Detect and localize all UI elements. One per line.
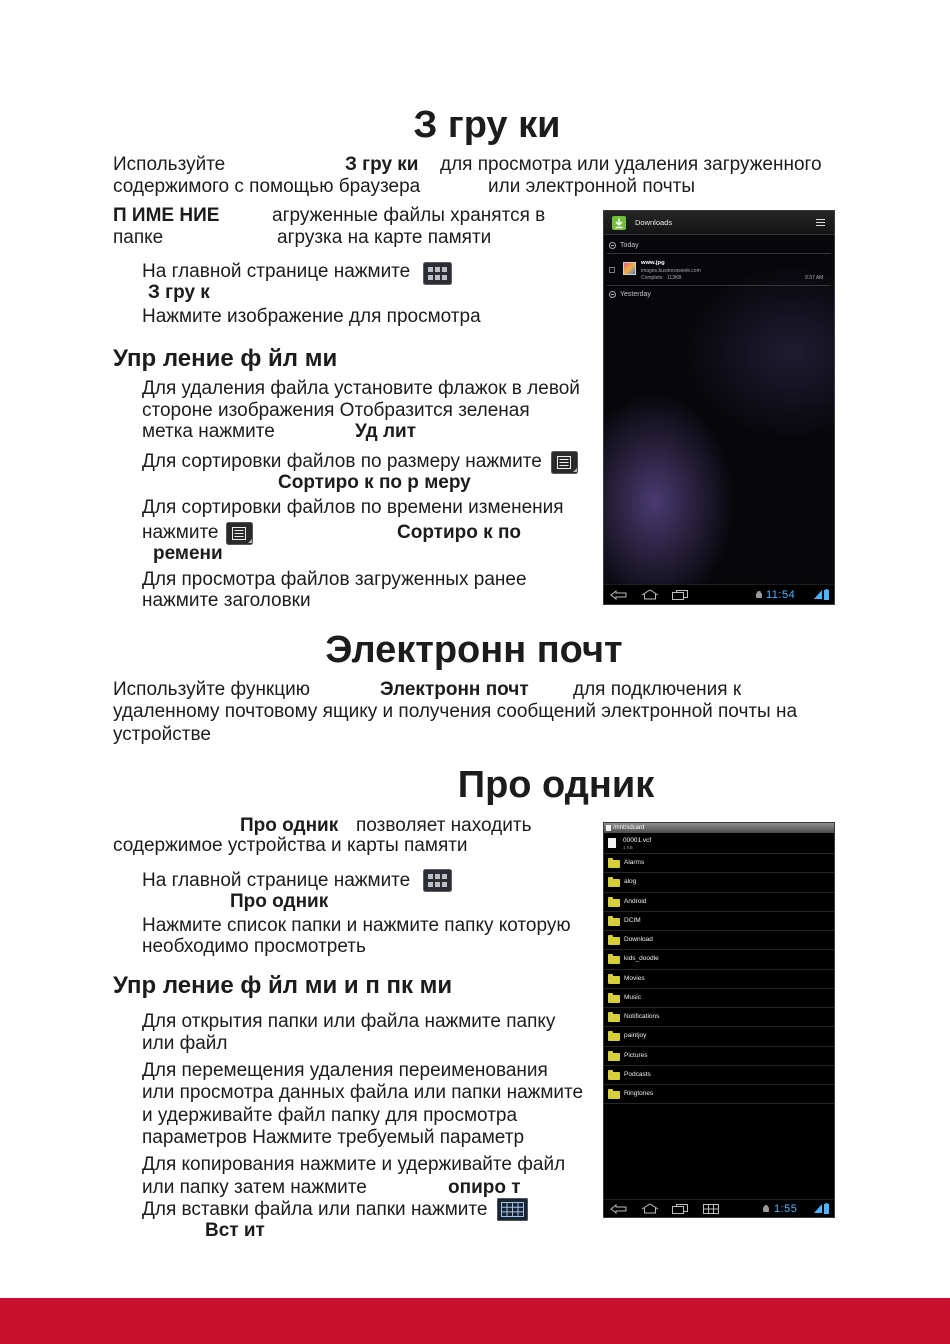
folder-name: paintjoy (624, 1032, 647, 1040)
apps-grid-icon (423, 262, 452, 285)
download-source: images.businessweek.com (641, 268, 701, 274)
folder-name: Movies (624, 974, 645, 982)
folder-icon (608, 1033, 620, 1041)
step-text: Для копирования нажмите и удерживайте файл (142, 1154, 566, 1175)
folder-name: kids_doodle (624, 955, 659, 963)
step-text: метка нажмите (142, 421, 275, 442)
downloads-intro-text: содержимого с помощью браузера (113, 176, 421, 197)
page-heading-explorer: Про одник (457, 764, 655, 806)
battery-icon (824, 1203, 829, 1214)
folder-icon (608, 860, 620, 868)
signal-icon (814, 590, 822, 599)
folder-name: Ringtones (624, 1090, 654, 1097)
footer-band (0, 1298, 950, 1344)
folder-row (604, 950, 834, 969)
folder-row (604, 931, 834, 950)
step-text: Нажмите список папки и нажмите папку которую (142, 915, 571, 936)
step-text: Для удаления файла установите флажок в левой (142, 378, 580, 399)
step-text: и удерживайте файл папку для просмотра (142, 1105, 518, 1126)
grid-icon (497, 1198, 528, 1221)
folder-row (604, 1047, 834, 1066)
step-text: или просмотра данных файла или папки нажмите (142, 1082, 584, 1103)
step-text: Для просмотра файлов загруженных ранее (142, 569, 527, 590)
divider (607, 285, 831, 286)
folder-name: alog (624, 878, 637, 886)
section-header-yesterday: Yesterday (620, 291, 651, 298)
folder-row (604, 970, 834, 989)
current-path: /mnt/sdcard (613, 825, 645, 831)
signal-icon (814, 1204, 822, 1213)
folder-row (604, 854, 834, 873)
note-text: папке (113, 227, 164, 248)
apps-grid-icon (423, 869, 452, 892)
download-file-name: www.jpg (641, 260, 665, 266)
folder-icon (608, 1014, 620, 1022)
folder-row (604, 989, 834, 1008)
folder-row (604, 893, 834, 912)
email-intro-text: для подключения к (573, 679, 742, 700)
step-target: Про одник (230, 891, 329, 912)
step-text: Для перемещения удаления переименования (142, 1060, 548, 1081)
step-text: или файл (142, 1033, 228, 1054)
section-header-today: Today (620, 242, 639, 249)
step-text: параметров Нажмите требуемый параметр (142, 1127, 525, 1148)
step-text: Для открытия папки или файла нажмите папку (142, 1011, 556, 1032)
note-text: агрузка на карте памяти (277, 227, 492, 248)
folder-icon (608, 976, 620, 984)
folder-row (604, 912, 834, 931)
folder-icon (608, 1053, 620, 1061)
step-action: Сортиро к по р меру (278, 472, 471, 493)
folder-row (604, 1066, 834, 1085)
step-text: Для вставки файла или папки нажмите (142, 1199, 488, 1220)
folder-name: Pictures (624, 1051, 648, 1059)
folder-row (604, 1027, 834, 1046)
folder-row (604, 1008, 834, 1027)
status-clock: 11:54 (766, 589, 796, 601)
note-text: агруженные файлы хранятся в (272, 205, 546, 226)
folder-icon (608, 937, 620, 945)
back-icon (610, 1204, 628, 1214)
folder-name: Podcasts (624, 1070, 651, 1078)
step-action: Уд лит (355, 421, 417, 442)
item-checkbox (609, 267, 615, 273)
downloads-intro-text: для просмотра или удаления загруженного (440, 154, 822, 175)
email-intro-text: удаленному почтовому ящику и получения сообщений электронной почты на (113, 701, 798, 722)
menu-icon (551, 451, 578, 474)
path-bar (604, 823, 834, 833)
collapse-icon (609, 291, 616, 298)
home-icon (641, 1203, 659, 1214)
folder-icon (608, 995, 620, 1003)
step-action: Сортиро к по (397, 522, 522, 543)
download-time: 9:37 AM (805, 275, 824, 281)
step-text: стороне изображения Отобразится зеленая (142, 400, 530, 421)
explorer-app-name: Про одник (240, 815, 339, 836)
file-name: 00001.vcf (623, 837, 652, 844)
step-text: Для сортировки файлов по времени изменения (142, 497, 564, 518)
folder-icon (608, 918, 620, 926)
system-bar (604, 1199, 834, 1217)
divider (607, 253, 831, 254)
downloads-action-bar (604, 211, 834, 235)
home-icon (641, 589, 659, 600)
system-bar (604, 584, 834, 604)
overflow-menu-icon (816, 218, 825, 227)
step-text: или папку затем нажмите (142, 1177, 367, 1198)
step-text: На главной странице нажмите (142, 261, 411, 282)
sdcard-icon (606, 825, 611, 831)
folder-icon (608, 879, 620, 887)
step-target: З гру к (148, 282, 210, 303)
page-heading-downloads: З гру ки (413, 104, 561, 146)
folder-icon (608, 899, 620, 907)
email-app-name: Электронн почт (380, 679, 529, 700)
email-intro-text: устройстве (113, 724, 211, 745)
explorer-intro-text: позволяет находить (356, 815, 532, 836)
step-action: Вст ит (205, 1220, 265, 1241)
download-size: 113KB (667, 275, 682, 281)
menu-icon (226, 522, 253, 545)
step-text: необходимо просмотреть (142, 936, 366, 957)
battery-icon (824, 589, 829, 600)
folder-icon (608, 1072, 620, 1080)
step-text: Для сортировки файлов по размеру нажмите (142, 451, 542, 472)
downloads-app-title: Downloads (635, 218, 673, 227)
downloads-app-name: З гру ки (345, 154, 419, 175)
page-heading-email: Электронн почт (325, 629, 623, 671)
recent-apps-icon (672, 1204, 688, 1214)
folder-list (604, 854, 834, 1104)
file-row (604, 833, 834, 854)
folder-name: Music (624, 993, 641, 1001)
explorer-screenshot (603, 822, 835, 1218)
status-clock: 1:55 (774, 1203, 798, 1215)
android-status-icon (762, 1205, 770, 1213)
file-icon (608, 838, 616, 848)
email-intro-text: Используйте функцию (113, 679, 310, 700)
step-text: нажмите (142, 522, 219, 543)
download-icon (612, 216, 626, 230)
folder-icon (608, 956, 620, 964)
step-action: ремени (153, 543, 223, 564)
keyboard-grid-icon (703, 1204, 719, 1214)
folder-name: DCIM (624, 916, 641, 924)
subheading-manage-files: Упр ление ф йл ми (113, 345, 338, 372)
note-label: П ИМЕ НИЕ (113, 205, 220, 226)
android-status-icon (755, 591, 763, 599)
subheading-manage-files-folders: Упр ление ф йл ми и п пк ми (113, 972, 453, 999)
folder-name: Alarms (624, 859, 645, 866)
back-icon (610, 590, 628, 600)
folder-row (604, 873, 834, 892)
image-thumbnail (623, 262, 636, 275)
file-size: 1 KB (623, 845, 633, 850)
step-text: На главной странице нажмите (142, 870, 411, 891)
folder-icon (608, 1091, 620, 1099)
step-text: Нажмите изображение для просмотра (142, 306, 481, 327)
download-status: Complete (641, 275, 663, 281)
folder-name: Android (624, 897, 647, 905)
folder-name: Download (624, 936, 653, 943)
recent-apps-icon (672, 590, 688, 600)
folder-row (604, 1085, 834, 1104)
step-action: опиро т (448, 1177, 521, 1198)
step-text: нажмите заголовки (142, 590, 311, 611)
downloads-screenshot (603, 210, 835, 605)
downloads-intro-text: или электронной почты (488, 176, 696, 197)
folder-name: Notifications (624, 1013, 660, 1020)
explorer-intro-text: содержимое устройства и карты памяти (113, 835, 468, 856)
collapse-icon (609, 242, 616, 249)
downloads-intro-lead: Используйте (113, 154, 226, 175)
